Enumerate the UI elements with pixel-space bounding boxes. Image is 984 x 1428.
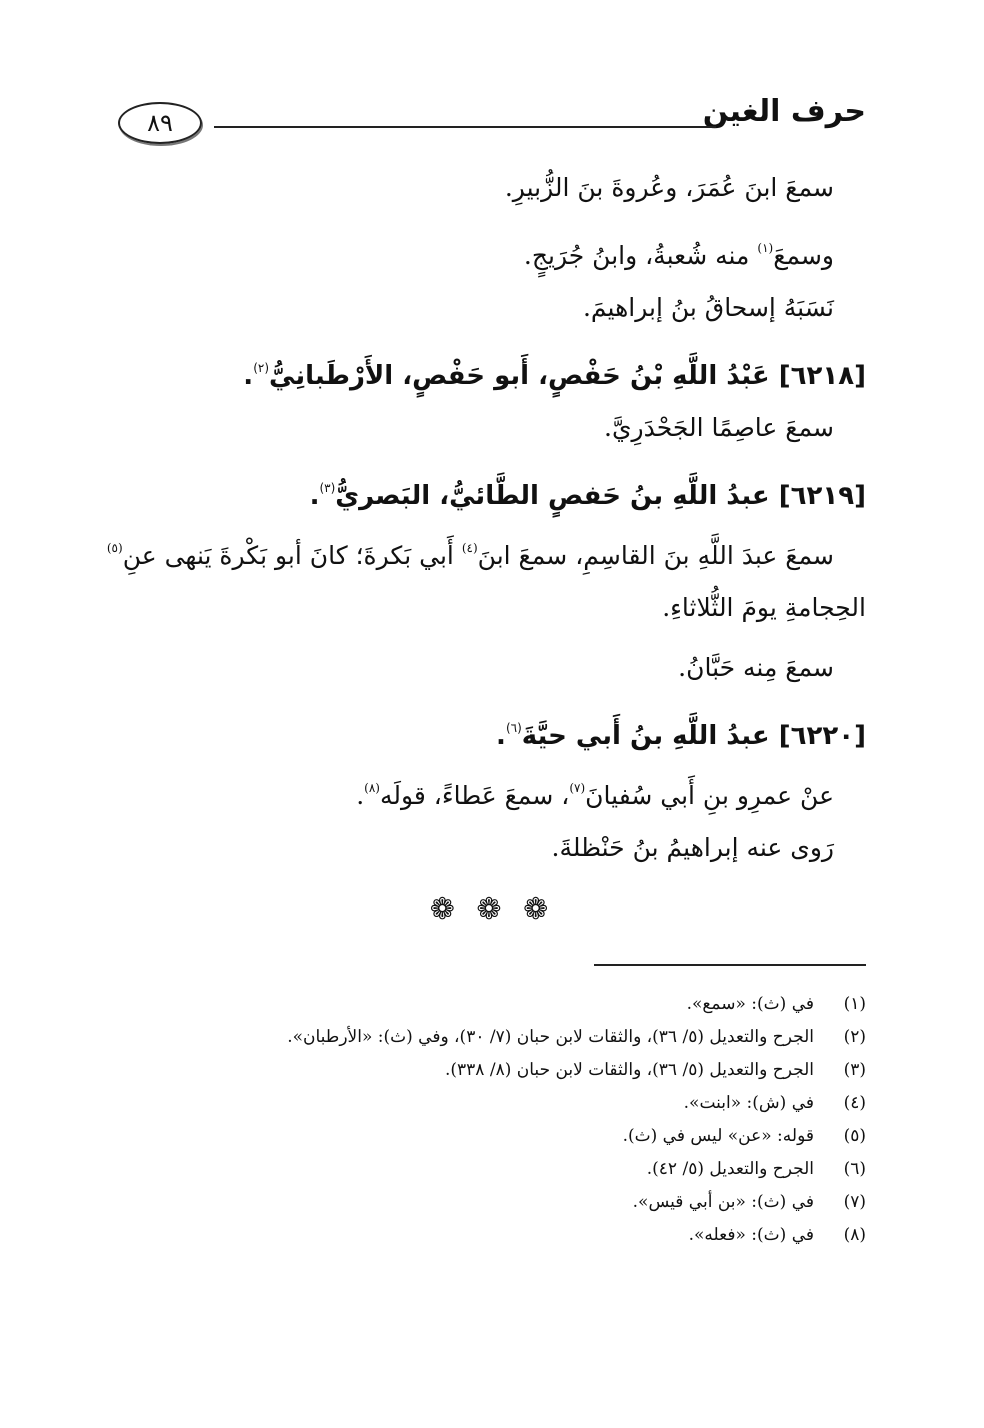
text-line (106, 518, 834, 578)
entry-heading-6220 (110, 698, 866, 758)
footnote-text: الجرح والتعديل (٥/ ٣٦)، والثقات لابن حبان (٧/ ٣٠)، وفي (ث): «الأرطبان». (287, 1027, 814, 1047)
text-line: نَسَبَهُ إسحاقُ بنُ إبراهيمَ. (582, 293, 834, 322)
footnote-number: (٧) (843, 1192, 866, 1212)
footnote-number: (١) (843, 994, 866, 1014)
entry-heading-6219 (110, 458, 866, 518)
chapter-title: حرف الغين (702, 94, 866, 129)
text-line: الحِجامةِ يومَ الثُّلاثاءِ. (662, 593, 866, 622)
footnote-number: (٥) (843, 1126, 866, 1146)
text-segment: وسمعَ (773, 241, 834, 270)
footnote-rule (594, 964, 866, 966)
text-segment: منه شُعبةُ، وابنُ جُرَيجٍ. (523, 241, 750, 270)
footnote-item (110, 1186, 866, 1219)
footnote-number: (٣) (843, 1060, 866, 1080)
footnote-number: (٨) (843, 1225, 866, 1245)
page-number: ٨٩ (118, 102, 202, 144)
footnote-text: الجرح والتعديل (٥/ ٣٦)، والثقات لابن حبان (٨/ ٣٣٨). (445, 1060, 814, 1080)
footnote-item (110, 1087, 866, 1120)
footnote-ref: (٤) (461, 541, 478, 555)
text-segment: سمعَ عبدَ اللَّهِ بنَ القاسِمِ، سمعَ ابنَ (477, 541, 834, 570)
footnotes (110, 988, 866, 1252)
footnote-item (110, 988, 866, 1021)
entry-end: . (496, 721, 506, 751)
page-header (118, 92, 866, 152)
footnote-item (110, 1054, 866, 1087)
text-line (110, 218, 834, 278)
footnote-text: في (ث): «سمع». (686, 994, 814, 1014)
footnote-item (110, 1021, 866, 1054)
footnote-ref: (١) (757, 241, 774, 255)
entry-title: [٦٢٢٠] عبدُ اللَّهِ بنُ أَبي حيَّةَ (521, 721, 866, 751)
text-segment: عنْ عمرِو بنِ أَبي سُفيانَ (585, 781, 834, 810)
entry-title: [٦٢١٩] عبدُ اللَّهِ بنُ حَفصٍ الطَّائيُّ، البَصريُّ (335, 481, 866, 511)
text-segment: أَبي بَكرةَ؛ كانَ أبو بَكْرةَ يَنهى عنِ (122, 541, 454, 570)
text-line: سمعَ مِنه حَبَّانُ. (678, 653, 834, 682)
footnote-number: (٤) (843, 1093, 866, 1113)
text-line: سمعَ عاصِمًا الجَحْدَرِيَّ. (604, 413, 834, 442)
entry-end: . (243, 361, 254, 391)
footnote-text: الجرح والتعديل (٥/ ٤٢). (646, 1159, 814, 1179)
entry-end: . (309, 481, 320, 511)
text-line (110, 758, 834, 818)
footnote-ref: (٧) (569, 781, 586, 795)
footnote-text: قوله: «عن» ليس في (ث). (622, 1126, 814, 1146)
entry-title: [٦٢١٨] عَبْدُ اللَّهِ بْنُ حَفْصٍ، أَبو حَفْصٍ، الأَرْطَبانِيُّ (269, 361, 866, 391)
footnote-number: (٦) (843, 1159, 866, 1179)
text-segment: ، سمعَ عَطاءً، قولَه (379, 781, 570, 810)
footnote-ref: (٦) (505, 721, 522, 735)
line-end: . (356, 781, 365, 810)
footnote-text: في (ث): «بن أبي قيس». (632, 1192, 814, 1212)
text-line: سمعَ ابنَ عُمَرَ، وعُروةَ بنَ الزُّبيرِ. (504, 173, 834, 202)
section-end-ornament: ❁ ❁ ❁ (429, 892, 555, 927)
footnote-ref: (٢) (253, 361, 270, 375)
header-rule (214, 126, 716, 128)
footnote-item (110, 1120, 866, 1153)
footnote-text: في (ث): «فعله». (688, 1225, 814, 1245)
footnote-number: (٢) (843, 1027, 866, 1047)
footnote-ref: (٥) (106, 541, 123, 555)
main-text (106, 158, 866, 878)
entry-heading-6218 (110, 338, 866, 398)
footnote-item (110, 1153, 866, 1186)
footnote-text: في (ش): «ابنت». (683, 1093, 814, 1113)
footnote-item (110, 1219, 866, 1252)
footnote-ref: (٣) (319, 481, 336, 495)
text-line: رَوى عنه إبراهيمُ بنُ حَنْظلةَ. (551, 833, 834, 862)
footnote-ref: (٨) (364, 781, 380, 795)
